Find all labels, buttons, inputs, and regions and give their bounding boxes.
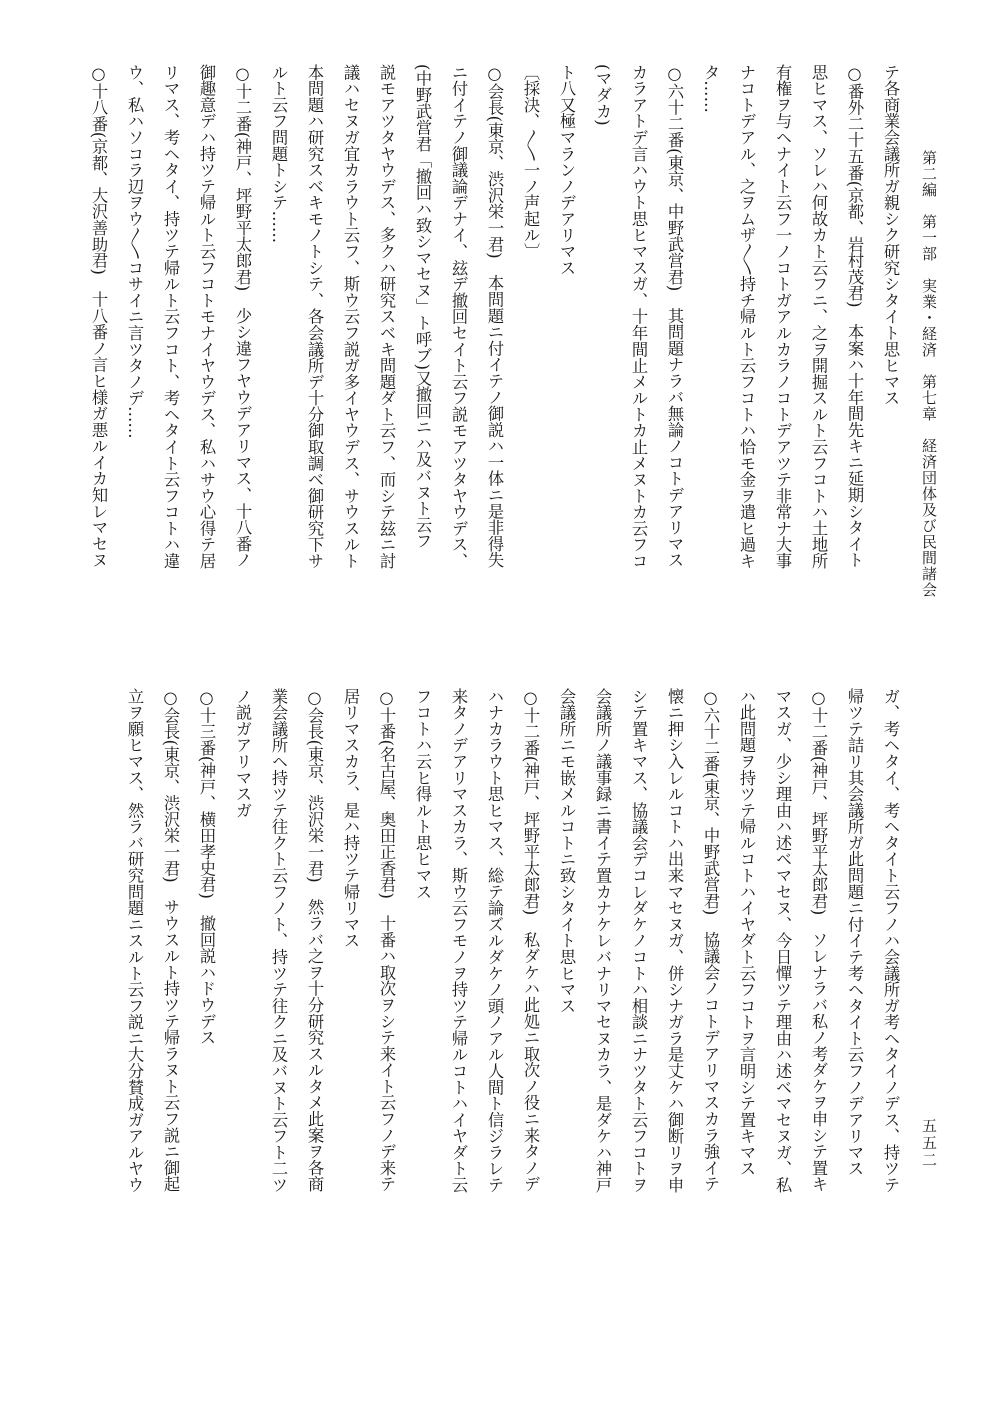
text-line: 立ヲ願ヒマス、然ラバ研究問題ニスルト云フ説ニ大分賛成ガアルヤウ [125,688,144,1193]
text-line: フコトハ云ヒ得ルト思ヒマス [413,688,432,900]
text-line: テ各商業会議所ガ親シク研究シタイト思ヒマス [881,64,900,407]
text-line: ノ説ガアリマスガ [233,688,252,819]
text-line: ○十二番(神戸、坪野平太郎君) ソレナラバ私ノ考ダケヲ申シテ置キ [809,688,828,1193]
text-line: (中野武営君「撤回ハ致シマセヌ」ト呼ブ)又撤回ニハ及バヌト云フ [413,64,432,550]
upper-text-block [68,64,908,676]
running-header: 第二編 第一部 実業・経済 第七章 経済団体及び民間諸会 [920,150,938,598]
text-line: 業会議所ヘ持ツテ往クト云フノト、持ツテ往クニ及バヌト云フト二ツ [269,688,288,1193]
text-line: ニ付イテノ御議論デナイ、玆デ撤回セイト云フ説モアツタヤウデス、 [449,64,468,569]
text-line: ○十二番(神戸、坪野平太郎君) 私ダケハ此処ニ取次ノ役ニ来タノデ [521,688,540,1193]
text-line: リマス、考ヘタイ、持ツテ帰ルト云フコト、考ヘタイト云フコトハ違 [161,64,180,569]
text-line: 本問題ハ研究スベキモノトシテ、各会議所デ十分御取調ベ御研究下サ [305,64,324,569]
text-line: ○十三番(神戸、横田孝史君) 撤回説ハドウデス [197,688,216,1046]
page-number: 五五二 [920,1118,938,1169]
text-line: 会議所ノ議事録ニ書イテ置カナケレバナリマセヌカラ、是ダケハ神戸 [593,688,612,1193]
text-line: ハ此問題ヲ持ツテ帰ルコトハイヤダト云フコトヲ言明シテ置キマス [737,688,756,1177]
text-line: ナコトデアル、之ヲムザ〳〵持チ帰ルト云フコトハ恰モ金ヲ遣ヒ過キ [737,64,756,569]
text-line: タ…… [701,64,720,113]
text-line: ○十二番(神戸、坪野平太郎君) 少シ違フヤウデアリマス、十八番ノ [233,64,252,569]
text-line: ○六十二番(東京、中野武営君) 協議会ノコトデアリマスカラ強イテ [701,688,720,1193]
text-line: カラアトデ言ハウト思ヒマスガ、十年間止メルトカ止メヌトカ云フコ [629,64,648,569]
text-line: ○十八番(京都、大沢善助君) 十八番ノ言ヒ様ガ悪ルイカ知レマセヌ [89,64,108,569]
text-line: ○会長(東京、渋沢栄一君) 本問題ニ付イテノ御説ハ一体ニ是非得失 [485,64,504,569]
text-line: ○六十二番(東京、中野武営君) 其問題ナラバ無論ノコトデアリマス [665,64,684,569]
text-line: 来タノデアリマスカラ、斯ウ云フモノヲ持ツテ帰ルコトハイヤダト云 [449,688,468,1193]
text-line: ○会長(東京、渋沢栄一君) 然ラバ之ヲ十分研究スルタメ此案ヲ各商 [305,688,324,1193]
text-line: 思ヒマス、ソレハ何故カト云フニ、之ヲ開掘スルト云フコトハ土地所 [809,64,828,569]
text-line: 懐ニ押シ入レルコトハ出来マセヌガ、併シナガラ是丈ケハ御断リヲ申 [665,688,684,1193]
text-line: 帰ツテ詰リ其会議所ガ此問題ニ付イテ考ヘタイト云フノデアリマス [845,688,864,1177]
text-line: ガ、考ヘタイ、考ヘタイト云フノハ会議所ガ考ヘタイノデス、持ツテ [881,688,900,1193]
text-line: 御趣意デハ持ツテ帰ルト云フコトモナイヤウデス、私ハサウ心得テ居 [197,64,216,569]
text-line: 会議所ニモ嵌メルコトニ致シタイト思ヒマス [557,688,576,1014]
text-line: ○十番(名古屋、奥田正香君) 十番ハ取次ヲシテ来イト云フノデ来テ [377,688,396,1193]
text-line: シテ置キマス、協議会デコレダケノコトハ相談ニナツタト云フコトヲ [629,688,648,1193]
ruby-annotation: (マダカ) [593,64,612,126]
text-line: 議ハセヌガ宜カラウト云フ、斯ウ云フ説ガ多イヤウデス、サウスルト [341,64,360,569]
text-line: 〔採決、〳〵一ノ声起ル〕 [521,64,540,260]
text-line: ハナカラウト思ヒマス、総テ論ズルダケノ頭ノアル人間ト信ジラレテ [485,688,504,1193]
text-line: ト八又極マランノデアリマス [557,64,576,276]
text-line: ○番外二十五番(京都、岩村茂君) 本案ハ十年間先キニ延期シタイト [845,64,864,569]
text-line: 有権ヲ与ヘナイト云フ一ノコトガアルカラノコトデアツテ非常ナ大事 [773,64,792,569]
text-line: マスガ、少シ理由ハ述ベマセヌ、今日憚ツテ理由ハ述ベマセヌガ、私 [773,688,792,1193]
text-line: ウ、私ハソコラ辺ヲウ〳〵コサイニ言ツタノデ…… [125,64,144,439]
text-line: 説モアツタヤウデス、多クハ研究スベキ問題ダト云フ、而シテ玆ニ討 [377,64,396,569]
text-line: ルト云フ問題トシテ…… [269,64,288,244]
lower-text-block [68,688,908,1300]
text-line: ○会長(東京、渋沢栄一君) サウスルト持ツテ帰ラヌト云フ説ニ御起 [161,688,180,1193]
text-line: 居リマスカラ、是ハ持ツテ帰リマス [341,688,360,949]
